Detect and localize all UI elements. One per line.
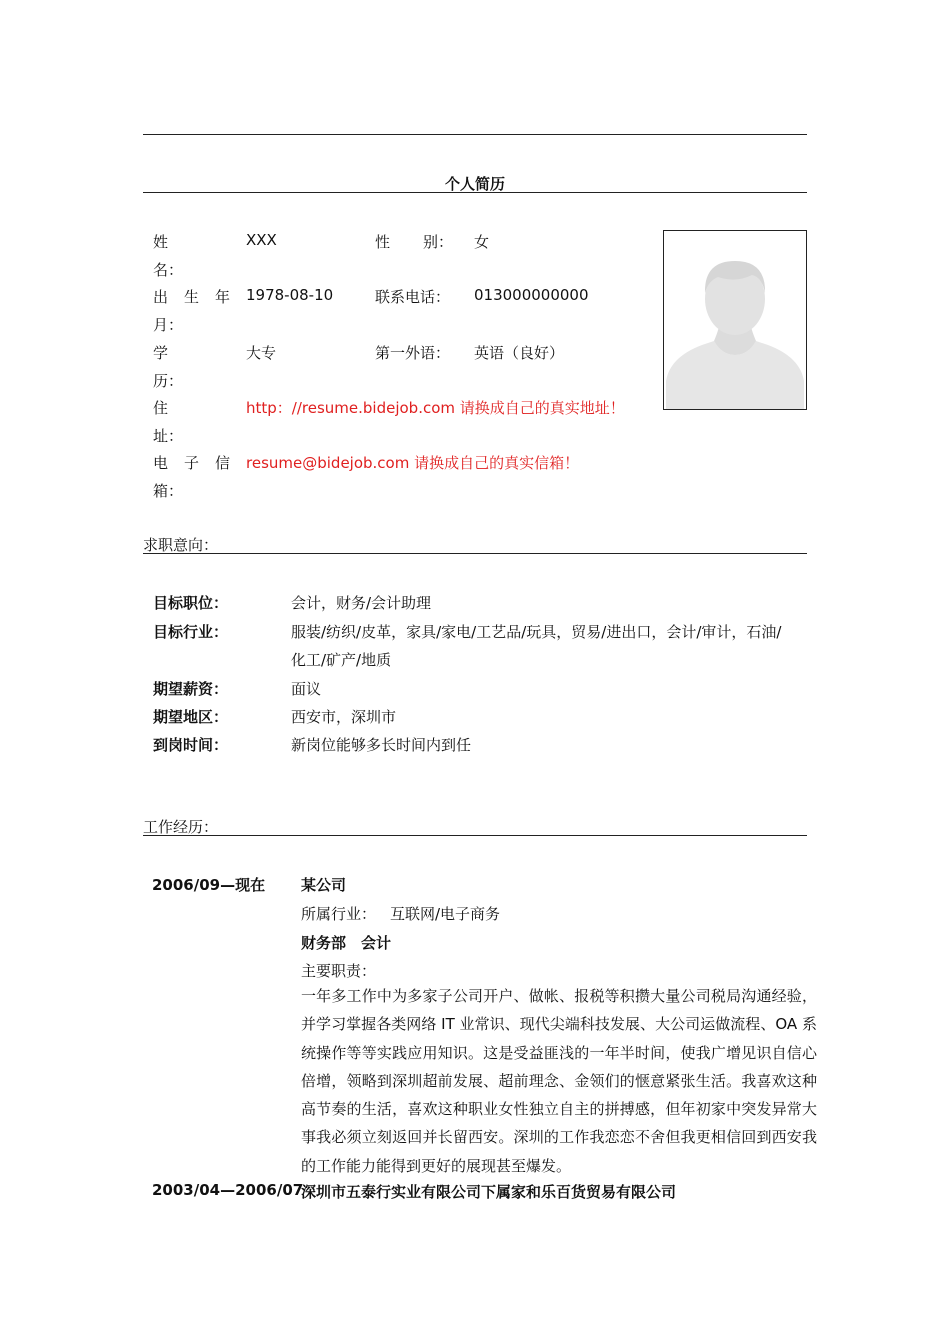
top-rule [143,134,807,135]
job-company: 深圳市五泰行实业有限公司下属家和乐百货贸易有限公司 [301,1183,677,1201]
edu-value: 大专 [246,344,277,362]
start-label: 到岗时间： [153,736,229,754]
job-dept-title: 财务部 会计 [301,934,392,952]
title-rule [143,192,807,193]
birth-label-char: 年 [214,288,230,306]
lang-value: 英语（良好） [474,344,565,362]
job-company: 某公司 [301,876,347,894]
salary-value: 面议 [291,680,322,698]
birth-label-a [153,286,230,307]
industry-label: 目标行业： [153,623,229,641]
job-period: 2006/09—现在 [152,876,266,894]
email-label-char: 子 [183,454,199,472]
salary-label: 期望薪资： [153,680,229,698]
industry-value-line2: 化工/矿产/地质 [291,651,392,669]
region-label: 期望地区： [153,708,229,726]
position-label: 目标职位： [153,594,229,612]
job-description: 一年多工作中为多家子公司开户、做帐、报税等积攒大量公司税局沟通经验，并学习掌握各类网络 IT 业常识、现代尖端科技发展、大公司运做流程、OA 系统操作等等实践应用知识。这是受益匪浅的一年半时间，使我广增见识自信心倍增，领略到深圳超前发展、超前理念、金领们的惬意紧张生活。我喜欢这种高节奏的生活，喜欢这种职业女性独立自主的拼搏感，但年初家中突发异常大事我必须立刻返回并长留西安。深圳的工作我恋恋不舍但我更相信回到西安我的工作能力能得到更好的展现甚至爆发。 [301,987,817,1175]
email-label-a [153,452,230,473]
email-label-char: 电 [153,454,169,472]
position-value: 会计，财务/会计助理 [291,594,432,612]
work-rule [143,835,807,836]
edu-label-b: 历： [153,372,184,390]
email-label-b: 箱： [153,482,184,500]
phone-label: 联系电话： [375,288,451,306]
gender-label-b: 别： [423,233,454,251]
addr-label-b: 址： [153,427,184,445]
name-label-a: 姓 [153,233,169,251]
job-industry-label: 所属行业： [301,905,377,923]
email-link[interactable]: resume@bidejob.com 请换成自己的真实信箱！ [246,454,580,472]
intent-section-title: 求职意向： [143,536,219,554]
name-label-b: 名： [153,261,184,279]
birth-label-b: 月： [153,316,184,334]
person-silhouette-icon [664,231,806,409]
edu-label-a: 学 [153,344,169,362]
gender-value: 女 [474,233,490,251]
page-title: 个人简历 [444,175,505,193]
intent-rule [143,553,807,554]
gender-label-a: 性 [375,233,391,251]
email-label-char: 信 [214,454,230,472]
work-section-title: 工作经历： [143,818,219,836]
profile-photo [663,230,807,410]
start-value: 新岗位能够多长时间内到任 [291,736,472,754]
job-duty-label: 主要职责： [301,962,377,980]
region-value: 西安市，深圳市 [291,708,397,726]
phone-value: 013000000000 [474,286,589,304]
addr-label-a: 住 [153,399,169,417]
birth-label-char: 出 [153,288,169,306]
birth-value: 1978-08-10 [246,286,334,304]
industry-value-line1: 服装/纺织/皮革，家具/家电/工艺品/玩具，贸易/进出口，会计/审计，石油/ [291,623,782,641]
name-value: XXX [246,231,277,249]
job-industry-value: 互联网/电子商务 [390,905,501,923]
birth-label-char: 生 [183,288,199,306]
job-period: 2003/04—2006/07 [152,1181,304,1199]
address-link[interactable]: http：//resume.bidejob.com 请换成自己的真实地址！ [246,399,625,417]
lang-label: 第一外语： [375,344,451,362]
